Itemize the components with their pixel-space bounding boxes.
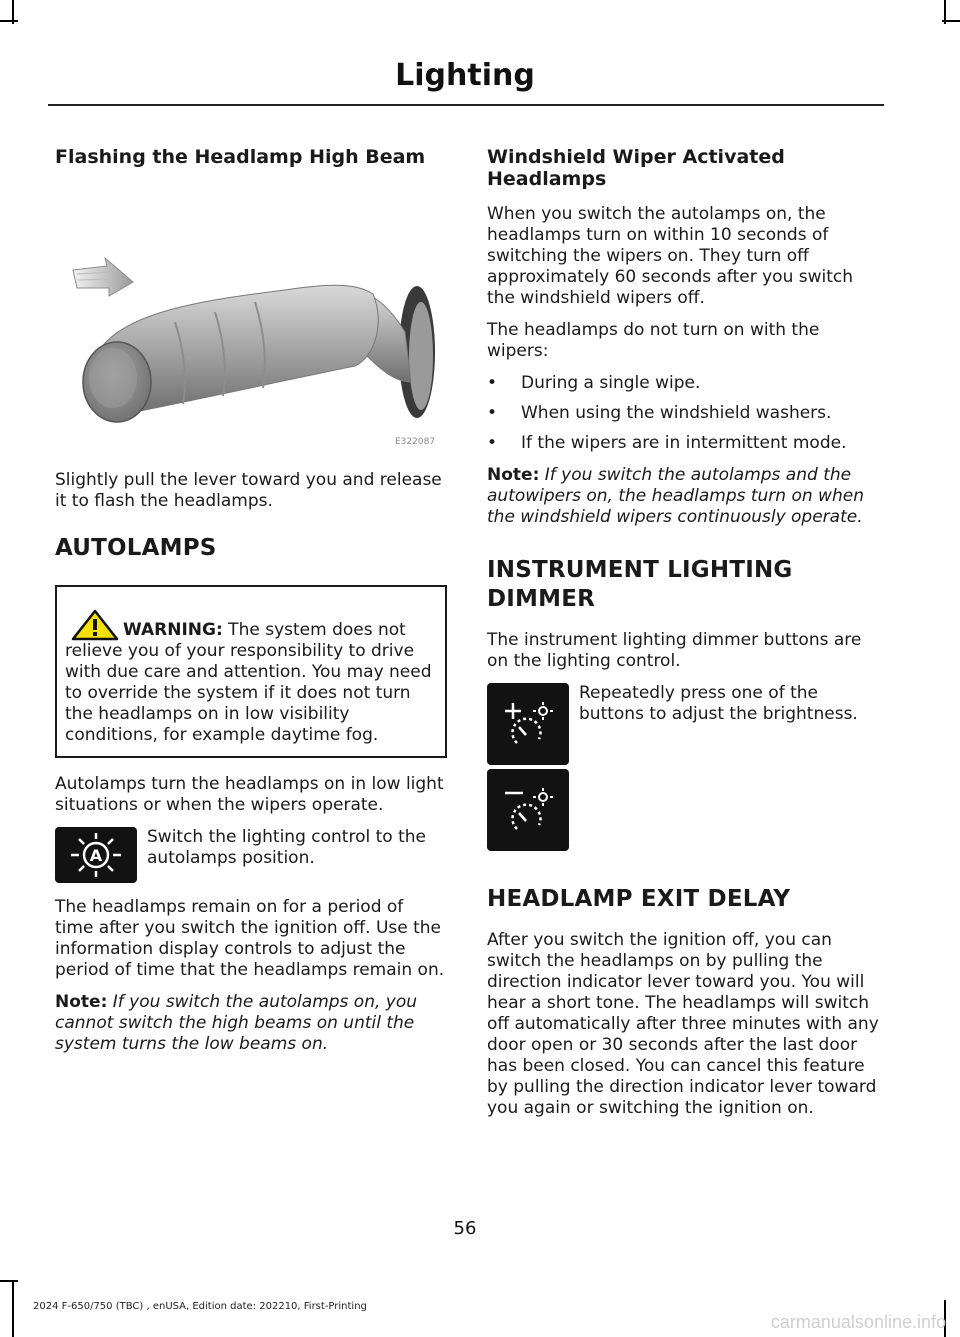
figure-code: E322087	[395, 437, 436, 447]
note-label: Note:	[487, 465, 540, 485]
autolamps-text: Autolamps turn the headlamps on in low light situations or when the wipers operate.	[55, 774, 444, 815]
exit-delay-heading: HEADLAMP EXIT DELAY	[487, 886, 791, 912]
page-number: 56	[453, 1218, 477, 1239]
warning-text: The system does not relieve you of your responsibility to drive with due care and attention. You may need to override the system if it does not turn the headlamps on in low visibility conditions, for example daytime fog.	[65, 620, 432, 745]
right-column	[487, 146, 879, 1130]
wiper-heading: Windshield Wiper Activated Headlamps	[487, 146, 785, 190]
not-on-text: The headlamps do not turn on with the wipers:	[487, 320, 820, 361]
bullet: •	[487, 373, 498, 393]
crop-mark	[942, 20, 960, 22]
remain-text: The headlamps remain on for a period of time after you switch the ignition off. Use the information display controls to adjust the period of time that the headlamps remain on.	[55, 897, 445, 980]
autolamps-heading: AUTOLAMPS	[55, 535, 217, 561]
flash-heading: Flashing the Headlamp High Beam	[55, 146, 426, 168]
note-text: If you switch the autolamps and the autowipers on, the headlamps turn on when the windshield wipers continuously operate.	[487, 465, 864, 527]
dimmer-plus-icon	[487, 683, 569, 765]
list-item: • During a single wipe.	[487, 373, 701, 393]
wiper-note	[487, 465, 879, 528]
bullet: •	[487, 403, 498, 423]
crop-mark	[0, 1280, 18, 1282]
warning-triangle-icon	[71, 609, 119, 641]
note-label: Note:	[55, 992, 108, 1012]
list-item: • If the wipers are in intermittent mode.	[487, 433, 847, 453]
footer-edition: 2024 F-650/750 (TBC) , enUSA, Edition date: 202210, First-Printing	[33, 1301, 367, 1312]
warning-paragraph	[65, 609, 437, 746]
note-text: If you switch the autolamps on, you cannot switch the high beams on until the system turns the low beams on.	[55, 992, 418, 1054]
lever-illustration	[55, 182, 447, 452]
bullet: •	[487, 433, 498, 453]
autolamps-icon	[55, 827, 137, 883]
dimmer-icon-row	[487, 683, 879, 851]
autolamps-note	[55, 992, 447, 1055]
warning-box	[55, 585, 447, 758]
crop-mark	[12, 1280, 14, 1337]
wiper-bullet-list	[487, 373, 879, 454]
dimmer-text: The instrument lighting dimmer buttons are on the lighting control.	[487, 630, 862, 671]
exit-delay-text: After you switch the ignition off, you can switch the headlamps on by pulling the direction indicator lever toward you. You will hear a short tone. The headlamps will switch off automatically after three minutes with any door open or 30 seconds after the last door has been closed. You can cancel this feature by pulling the direction indicator lever toward you again or switching the ignition on.	[487, 930, 879, 1118]
wiper-text: When you switch the autolamps on, the headlamps turn on within 10 seconds of switching the wipers on. They turn off approximately 60 seconds after you switch the windshield wipers off.	[487, 204, 854, 308]
warning-label: WARNING:	[123, 620, 223, 640]
dimmer-icons	[487, 683, 569, 851]
flash-text: Slightly pull the lever toward you and release it to flash the headlamps.	[55, 470, 442, 511]
autolamps-icon-letter: A	[89, 846, 103, 865]
header-divider	[48, 104, 884, 106]
lever-image	[55, 182, 447, 452]
left-column	[55, 146, 447, 1066]
watermark: carmanualsonline.info	[770, 1312, 946, 1332]
page-title: Lighting	[395, 58, 535, 93]
dimmer-icon-text: Repeatedly press one of the buttons to adjust the brightness.	[579, 683, 858, 724]
crop-mark	[0, 20, 18, 22]
autolamps-icon-text: Switch the lighting control to the autolamps position.	[147, 827, 426, 868]
autolamps-icon-row	[55, 827, 447, 883]
dimmer-minus-icon	[487, 769, 569, 851]
list-item: • When using the windshield washers.	[487, 403, 832, 423]
dimmer-heading: INSTRUMENT LIGHTING DIMMER	[487, 557, 793, 612]
